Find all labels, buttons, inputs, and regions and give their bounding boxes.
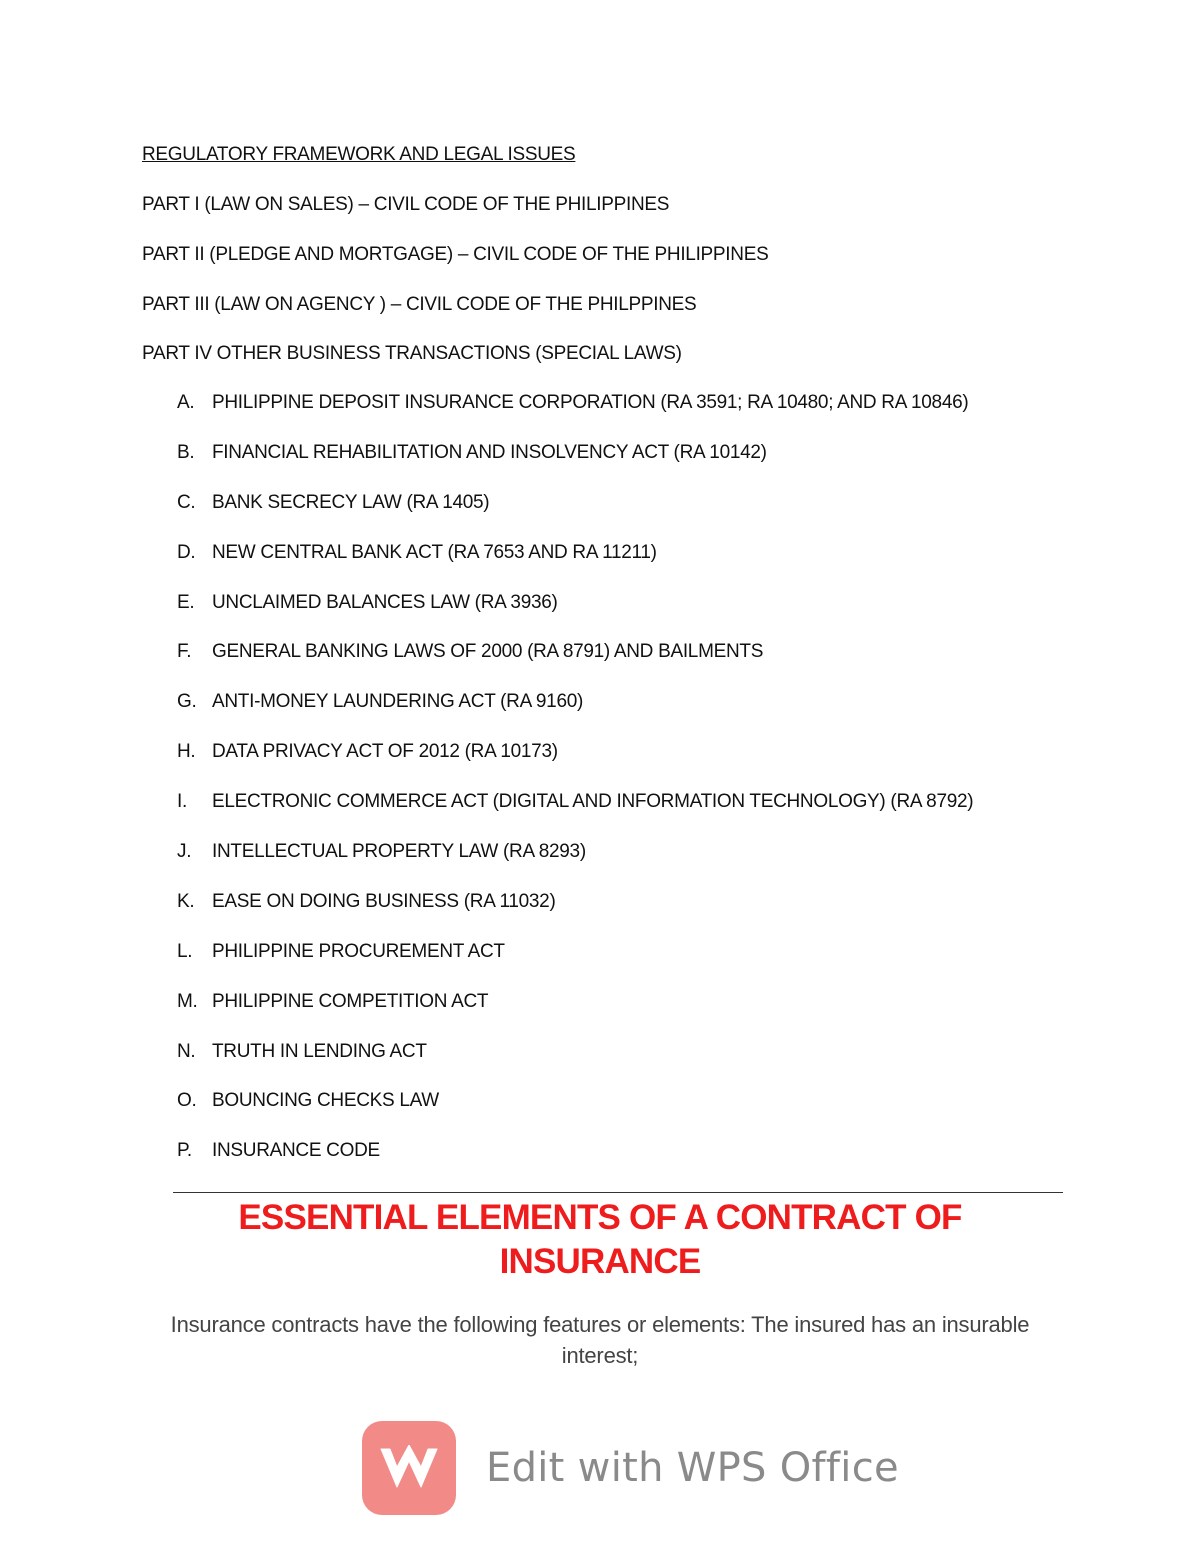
part-3-heading: PART III (LAW ON AGENCY ) – CIVIL CODE OF THE PHILPPINES (142, 294, 697, 315)
list-item-letter: E. (177, 591, 195, 613)
list-item (177, 392, 973, 442)
list-item-letter: G. (177, 691, 197, 713)
list-item-letter: B. (177, 441, 195, 463)
list-item (177, 641, 973, 691)
list-item-letter: P. (177, 1140, 192, 1162)
part-4-heading: PART IV OTHER BUSINESS TRANSACTIONS (SPECIAL LAWS) (142, 343, 682, 364)
list-item (177, 991, 973, 1041)
list-item-text: GENERAL BANKING LAWS OF 2000 (RA 8791) AND BAILMENTS (212, 641, 764, 663)
list-item (177, 941, 973, 991)
list-item-text: PHILIPPINE COMPETITION ACT (212, 990, 489, 1012)
list-item-text: PHILIPPINE PROCUREMENT ACT (212, 940, 505, 962)
list-item (177, 1140, 973, 1190)
list-item-text: TRUTH IN LENDING ACT (212, 1040, 427, 1062)
list-item-text: INTELLECTUAL PROPERTY LAW (RA 8293) (212, 841, 586, 863)
list-item-letter: F. (177, 641, 192, 663)
list-item-text: ELECTRONIC COMMERCE ACT (DIGITAL AND INFORMATION TECHNOLOGY) (RA 8792) (212, 791, 974, 813)
edit-with-wps-badge[interactable] (362, 1421, 899, 1515)
list-item-text: NEW CENTRAL BANK ACT (RA 7653 AND RA 11211) (212, 541, 657, 563)
list-item (177, 592, 973, 642)
section-intro-text: Insurance contracts have the following features or elements: The insured has an insurable interest; (170, 1312, 1030, 1368)
part-2-heading: PART II (PLEDGE AND MORTGAGE) – CIVIL CODE OF THE PHILIPPINES (142, 244, 769, 265)
section-title-line-1: ESSENTIAL ELEMENTS OF A CONTRACT OF (238, 1198, 962, 1237)
section-title (150, 1196, 1050, 1284)
list-item (177, 891, 973, 941)
list-item-text: FINANCIAL REHABILITATION AND INSOLVENCY ACT (RA 10142) (212, 441, 767, 463)
list-item-text: BANK SECRECY LAW (RA 1405) (212, 491, 490, 513)
list-item (177, 1041, 973, 1091)
list-item-letter: L. (177, 940, 193, 962)
list-item-letter: I. (177, 791, 187, 813)
list-item-letter: J. (177, 841, 192, 863)
list-item-letter: D. (177, 541, 196, 563)
list-item-text: DATA PRIVACY ACT OF 2012 (RA 10173) (212, 741, 558, 763)
list-item-letter: A. (177, 392, 195, 413)
list-item-letter: M. (177, 990, 198, 1012)
list-item (177, 442, 973, 492)
list-item-letter: N. (177, 1040, 196, 1062)
list-item-text: EASE ON DOING BUSINESS (RA 11032) (212, 890, 556, 912)
list-item (177, 542, 973, 592)
list-item-letter: C. (177, 491, 196, 513)
section-title-line-2: INSURANCE (499, 1242, 701, 1281)
list-item-letter: H. (177, 741, 196, 763)
special-laws-list (177, 392, 973, 1190)
list-item (177, 492, 973, 542)
list-item-text: INSURANCE CODE (212, 1140, 380, 1162)
list-item-letter: K. (177, 890, 195, 912)
section-divider (173, 1192, 1063, 1193)
list-item (177, 741, 973, 791)
list-item (177, 841, 973, 891)
list-item (177, 791, 973, 841)
list-item-text: PHILIPPINE DEPOSIT INSURANCE CORPORATION (RA 3591; RA 10480; AND RA 10846) (212, 392, 969, 413)
wps-logo-icon (362, 1421, 456, 1515)
edit-with-wps-label: Edit with WPS Office (486, 1445, 899, 1491)
list-item-text: ANTI-MONEY LAUNDERING ACT (RA 9160) (212, 691, 584, 713)
part-1-heading: PART I (LAW ON SALES) – CIVIL CODE OF THE PHILIPPINES (142, 194, 670, 215)
list-item (177, 691, 973, 741)
document-heading: REGULATORY FRAMEWORK AND LEGAL ISSUES (142, 144, 576, 165)
list-item-letter: O. (177, 1090, 197, 1112)
list-item (177, 1090, 973, 1140)
list-item-text: BOUNCING CHECKS LAW (212, 1090, 439, 1112)
list-item-text: UNCLAIMED BALANCES LAW (RA 3936) (212, 591, 558, 613)
